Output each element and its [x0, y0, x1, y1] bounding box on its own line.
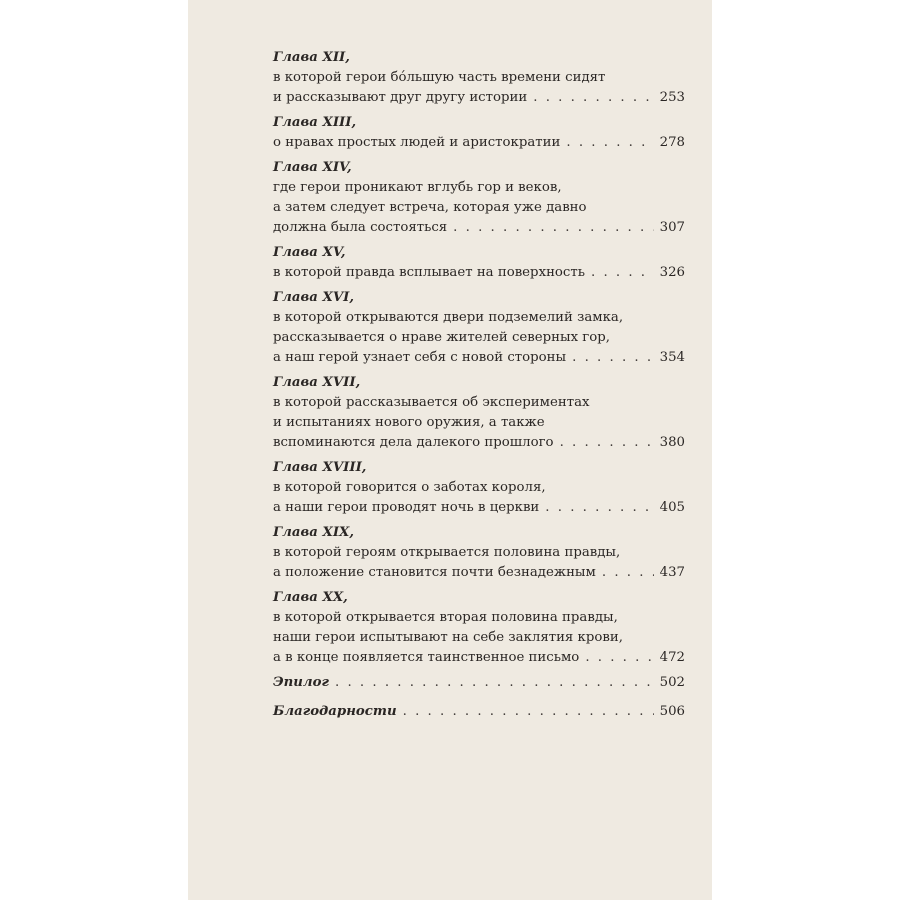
- chapter-heading: Глава XVIII,: [273, 460, 367, 475]
- chapter-last-line: [273, 648, 685, 668]
- chapter-description-line: в которой открываются двери подземелий замка,: [273, 310, 624, 325]
- page-number: 502: [659, 675, 685, 690]
- chapter-description-line: а положение становится почти безнадежным: [273, 565, 596, 580]
- toc-entry: [273, 243, 685, 283]
- page-number: 380: [659, 435, 685, 450]
- chapter-last-line: [273, 498, 685, 518]
- toc-entry: [273, 588, 685, 668]
- dot-leader: [545, 498, 654, 518]
- page-number: 253: [659, 90, 685, 105]
- chapter-last-line: [273, 88, 685, 108]
- chapter-heading: Глава XIII,: [273, 115, 357, 130]
- page-number: 472: [659, 650, 685, 665]
- page-number: 405: [659, 500, 685, 515]
- toc-entry: [273, 523, 685, 583]
- chapter-last-line: [273, 263, 685, 283]
- dot-leader: [403, 702, 654, 722]
- chapter-heading: Глава XV,: [273, 245, 346, 260]
- page-number: 326: [659, 265, 685, 280]
- toc-entry: [273, 373, 685, 453]
- toc-entry: [273, 113, 685, 153]
- chapter-description-line: наши герои испытывают на себе заклятия крови,: [273, 630, 623, 645]
- dot-leader: [602, 563, 654, 583]
- chapter-last-line: [273, 348, 685, 368]
- page-number: 307: [659, 220, 685, 235]
- dot-leader: [533, 88, 654, 108]
- toc-entry-epilogue: [273, 673, 685, 693]
- chapter-last-line: [273, 433, 685, 453]
- toc-entry-acknowledgements: [273, 702, 685, 722]
- chapter-description-line: в которой герои бóльшую часть времени сидят: [273, 70, 606, 85]
- chapter-description-line: и испытаниях нового оружия, а также: [273, 415, 545, 430]
- epilogue-heading: Эпилог: [273, 675, 329, 690]
- acknowledgements-line: [273, 702, 685, 722]
- chapter-description-line: в которой рассказывается об экспериментах: [273, 395, 590, 410]
- dot-leader: [585, 648, 654, 668]
- dot-leader: [572, 348, 654, 368]
- chapter-description-line: а в конце появляется таинственное письмо: [273, 650, 580, 665]
- toc-entry: [273, 158, 685, 238]
- chapter-description-line: вспоминаются дела далекого прошлого: [273, 435, 554, 450]
- dot-leader: [591, 263, 654, 283]
- chapter-heading: Глава XIX,: [273, 525, 354, 540]
- acknowledgements-heading: Благодарности: [273, 704, 397, 719]
- book-page: [188, 0, 712, 900]
- chapter-description-line: а наши герои проводят ночь в церкви: [273, 500, 540, 515]
- chapter-heading: Глава XIV,: [273, 160, 352, 175]
- chapter-description-line: а наш герой узнает себя с новой стороны: [273, 350, 567, 365]
- dot-leader: [453, 218, 654, 238]
- chapter-description-line: в которой говорится о заботах короля,: [273, 480, 546, 495]
- chapter-description-line: рассказывается о нраве жителей северных гор,: [273, 330, 611, 345]
- toc-entry: [273, 458, 685, 518]
- chapter-heading: Глава XX,: [273, 590, 348, 605]
- chapter-description-line: а затем следует встреча, которая уже давно: [273, 200, 587, 215]
- chapter-description-line: в которой открывается вторая половина правды,: [273, 610, 618, 625]
- chapter-description-line: в которой правда всплывает на поверхность: [273, 265, 585, 280]
- toc-entry: [273, 48, 685, 108]
- dot-leader: [335, 673, 654, 693]
- chapter-heading: Глава XVII,: [273, 375, 361, 390]
- toc-entry: [273, 288, 685, 368]
- page-number: 506: [659, 704, 685, 719]
- chapter-heading: Глава XVI,: [273, 290, 354, 305]
- dot-leader: [566, 133, 654, 153]
- page-number: 437: [659, 565, 685, 580]
- epilogue-line: [273, 673, 685, 693]
- chapter-description-line: где герои проникают вглубь гор и веков,: [273, 180, 562, 195]
- chapter-last-line: [273, 563, 685, 583]
- chapter-last-line: [273, 218, 685, 238]
- page-number: 354: [659, 350, 685, 365]
- chapter-description-line: о нравах простых людей и аристократии: [273, 135, 561, 150]
- chapter-description-line: и рассказывают друг другу истории: [273, 90, 528, 105]
- chapter-description-line: должна была состояться: [273, 220, 448, 235]
- chapter-heading: Глава XII,: [273, 50, 350, 65]
- page-number: 278: [659, 135, 685, 150]
- dot-leader: [560, 433, 654, 453]
- chapter-description-line: в которой героям открывается половина правды,: [273, 545, 621, 560]
- chapter-last-line: [273, 133, 685, 153]
- table-of-contents: [273, 48, 685, 731]
